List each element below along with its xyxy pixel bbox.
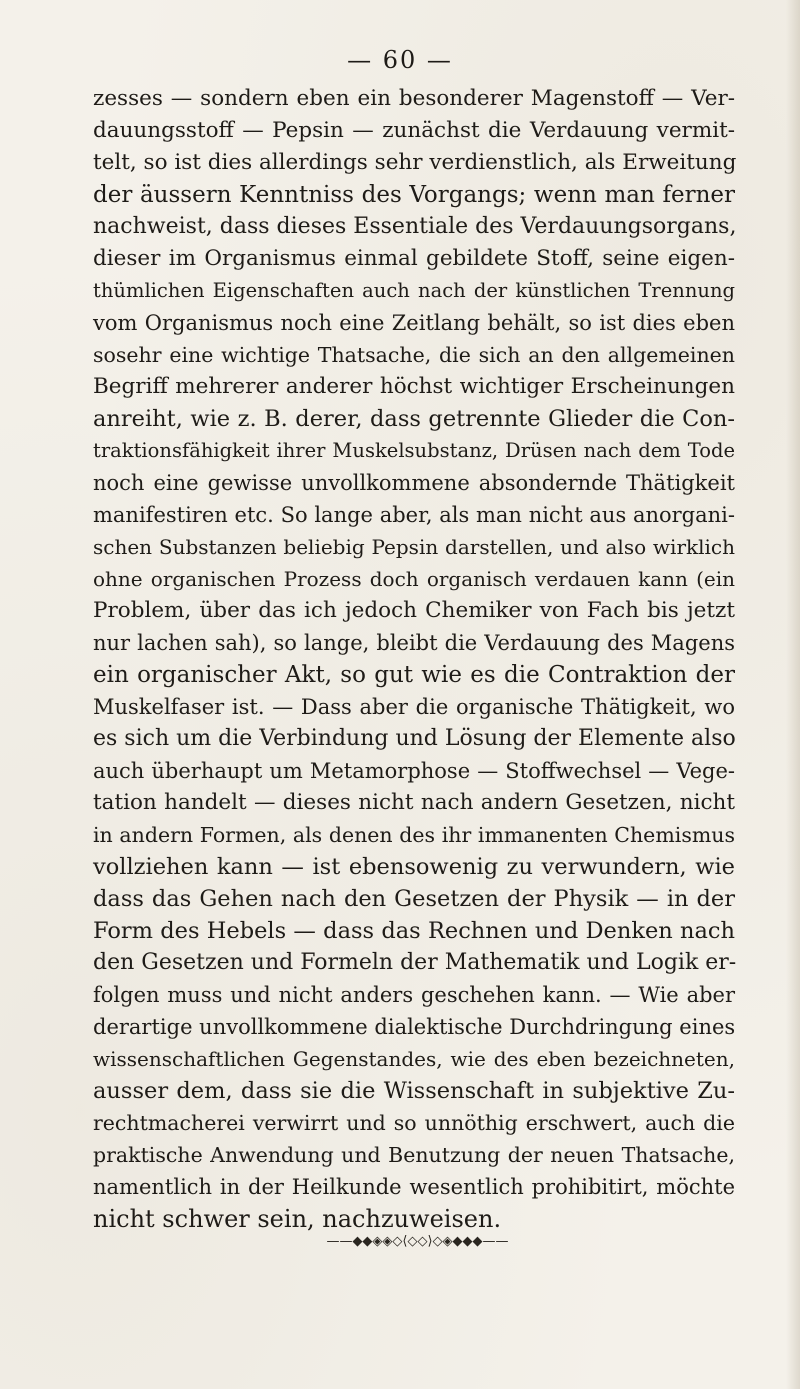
text-line: dieser im Organismus einmal gebildete Stoff, seine eigen- bbox=[93, 246, 735, 271]
text-line: nur lachen sah), so lange, bleibt die Verdauung des Magens bbox=[93, 631, 735, 655]
text-line: sosehr eine wichtige Thatsache, die sich an den allgemeinen bbox=[93, 343, 735, 367]
text-line: Form des Hebels — dass das Rechnen und Denken nach bbox=[93, 918, 735, 944]
text-line: zesses — sondern eben ein besonderer Magenstoff — Ver- bbox=[93, 86, 735, 111]
text-line: vom Organismus noch eine Zeitlang behält, so ist dies eben bbox=[93, 311, 735, 335]
text-line: praktische Anwendung und Benutzung der neuen Thatsache, bbox=[93, 1143, 735, 1167]
section-end-ornament: ——◆◆◈◈◇⟨◇◇⟩◇◈◆◆◆—— bbox=[326, 1234, 509, 1249]
text-line: schen Substanzen beliebig Pepsin darstellen, und also wirklich bbox=[93, 535, 735, 559]
text-line: wissenschaftlichen Gegenstandes, wie des eben bezeichneten, bbox=[93, 1047, 735, 1071]
text-line: folgen muss und nicht anders geschehen kann. — Wie aber bbox=[93, 983, 735, 1007]
text-line: noch eine gewisse unvollkommene absondernde Thätigkeit bbox=[93, 471, 735, 495]
text-line: rechtmacherei verwirrt und so unnöthig erschwert, auch die bbox=[93, 1111, 735, 1135]
text-line: tation handelt — dieses nicht nach andern Gesetzen, nicht bbox=[93, 790, 735, 815]
page-number: — 60 — bbox=[347, 46, 453, 74]
text-line: vollziehen kann — ist ebensowenig zu verwundern, wie bbox=[93, 854, 735, 880]
text-line: ohne organischen Prozess doch organisch verdauen kann (ein bbox=[93, 567, 735, 591]
text-line: traktionsfähigkeit ihrer Muskelsubstanz, Drüsen nach dem Tode bbox=[93, 439, 735, 462]
text-line: Begriff mehrerer anderer höchst wichtiger Erscheinungen bbox=[93, 374, 735, 399]
text-line: dauungsstoff — Pepsin — zunächst die Verdauung vermit- bbox=[93, 118, 735, 143]
text-line: ausser dem, dass sie die Wissenschaft in subjektive Zu- bbox=[93, 1078, 735, 1104]
text-line: telt, so ist dies allerdings sehr verdienstlich, als Erweitung bbox=[93, 150, 737, 175]
page-edge-shadow bbox=[786, 0, 800, 1389]
text-line: dass das Gehen nach den Gesetzen der Physik — in der bbox=[93, 886, 735, 912]
text-line: der äussern Kenntniss des Vorgangs; wenn man ferner bbox=[93, 182, 735, 208]
text-line: nicht schwer sein, nachzuweisen. bbox=[93, 1205, 502, 1233]
text-line: nachweist, dass dieses Essentiale des Verdauungsorgans, bbox=[93, 214, 737, 239]
text-line: ein organischer Akt, so gut wie es die Contraktion der bbox=[93, 662, 735, 688]
text-line: Problem, über das ich jedoch Chemiker von Fach bis jetzt bbox=[93, 598, 735, 623]
text-line: in andern Formen, als denen des ihr immanenten Chemismus bbox=[93, 823, 735, 847]
text-line: manifestiren etc. So lange aber, als man nicht aus anorgani- bbox=[93, 503, 735, 527]
text-line: namentlich in der Heilkunde wesentlich prohibitirt, möchte bbox=[93, 1175, 735, 1199]
text-line: es sich um die Verbindung und Lösung der Elemente also bbox=[93, 726, 736, 751]
text-line: anreiht, wie z. B. derer, dass getrennte Glieder die Con- bbox=[93, 406, 735, 432]
text-line: auch überhaupt um Metamorphose — Stoffwechsel — Vege- bbox=[93, 759, 735, 783]
text-line: thümlichen Eigenschaften auch nach der künstlichen Trennung bbox=[93, 279, 735, 302]
text-line: den Gesetzen und Formeln der Mathematik und Logik er- bbox=[93, 950, 737, 975]
text-line: derartige unvollkommene dialektische Durchdringung eines bbox=[93, 1015, 736, 1039]
text-line: Muskelfaser ist. — Dass aber die organische Thätigkeit, wo bbox=[93, 695, 735, 719]
